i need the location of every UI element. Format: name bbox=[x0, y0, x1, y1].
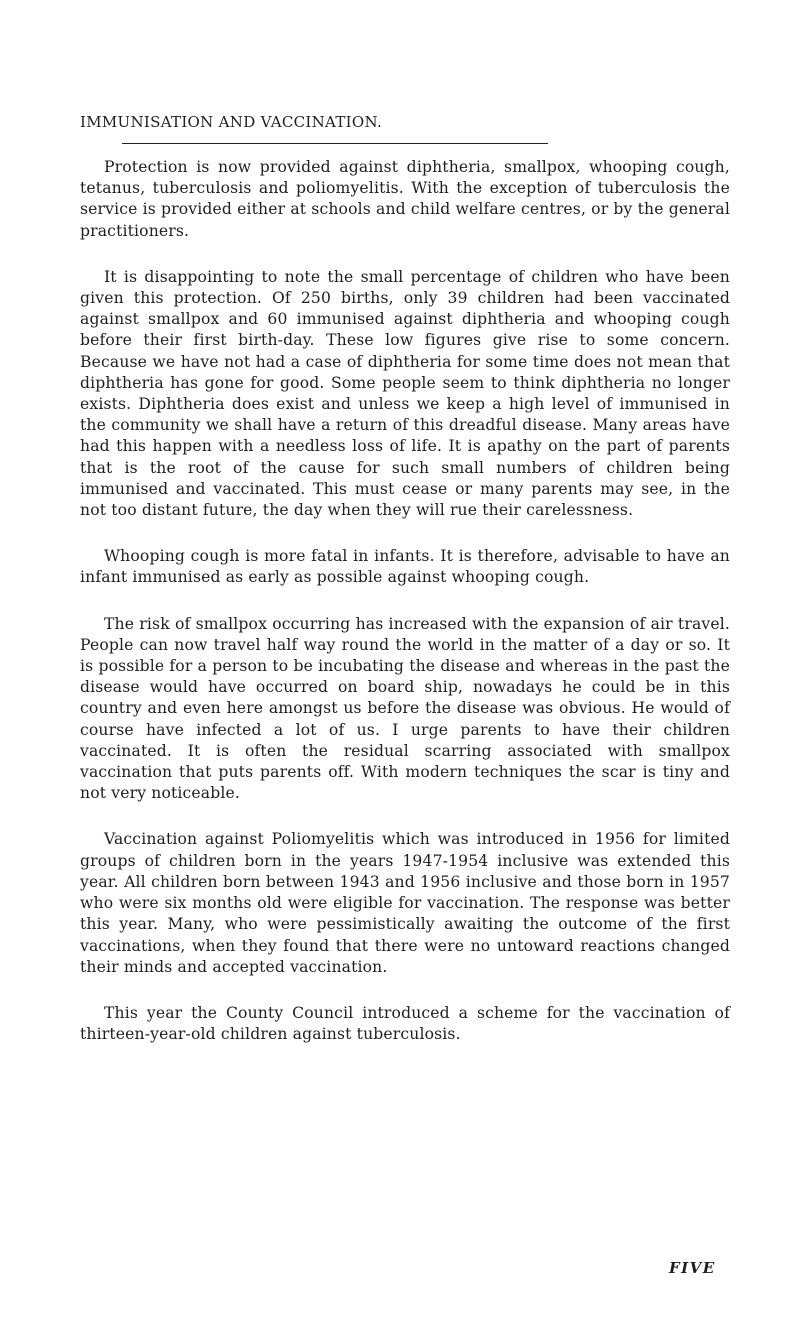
paragraph-tuberculosis-scheme: This year the County Council introduced a scheme for the vaccination of thirteen-year-old children against tuberculosis. bbox=[80, 1003, 730, 1044]
paragraph-protection-services: Protection is now provided against diphtheria, smallpox, whooping cough, tetanus, tuberculosis and poliomyelitis. With the exception of tuberculosis the service is provided either at schools and child welfare centres, or by the general practitioners. bbox=[80, 158, 730, 240]
heading-underline-rule bbox=[122, 143, 548, 144]
paragraph-whooping-cough: Whooping cough is more fatal in infants. It is therefore, advisable to have an infant immunised as early as possible against whooping cough. bbox=[80, 547, 730, 587]
paragraph-low-percentage: It is disappointing to note the small percentage of children who have been given this protection. Of 250 births, only 39 children had been vaccinated against smallpox and 60 immunised against diphtheria and whooping cough before their first birth-day. These low figures give rise to some concern. Because we have not had a case of diphtheria for some time does not mean that diphtheria has gone for good. Some people seem to think diphtheria no longer exists. Diphtheria does exist and unless we keep a high level of immunised in the community we shall have a return of this dreadful disease. Many areas have had this happen with a needless loss of life. It is apathy on the part of parents that is the root of the cause for such small numbers of children being immunised and vaccinated. This must cease or many parents may see, in the not too distant future, the day when they will rue their carelessness. bbox=[80, 267, 730, 520]
page-number: FIVE bbox=[669, 1259, 716, 1277]
body-text bbox=[80, 157, 730, 1070]
paragraph-smallpox-risk: The risk of smallpox occurring has increased with the expansion of air travel. People can now travel half way round the world in the matter of a day or so. It is possible for a person to be incubating the disease and whereas in the past the disease would have occurred on board ship, nowadays he could be in this country and even here amongst us before the disease was obvious. He would of course have infected a lot of us. I urge parents to have their children vaccinated. It is often the residual scarring associated with smallpox vaccination that puts parents off. With modern techniques the scar is tiny and not very noticeable. bbox=[80, 614, 730, 803]
paragraph-poliomyelitis: Vaccination against Poliomyelitis which was introduced in 1956 for limited groups of children born in the years 1947-1954 inclusive was extended this year. All children born between 1943 and 1956 inclusive and those born in 1957 who were six months old were eligible for vaccination. The response was better this year. Many, who were pessimistically awaiting the outcome of the first vaccinations, when they found that there were no untoward reactions changed their minds and accepted vaccination. bbox=[80, 830, 730, 976]
section-heading: IMMUNISATION AND VACCINATION. bbox=[80, 113, 383, 131]
